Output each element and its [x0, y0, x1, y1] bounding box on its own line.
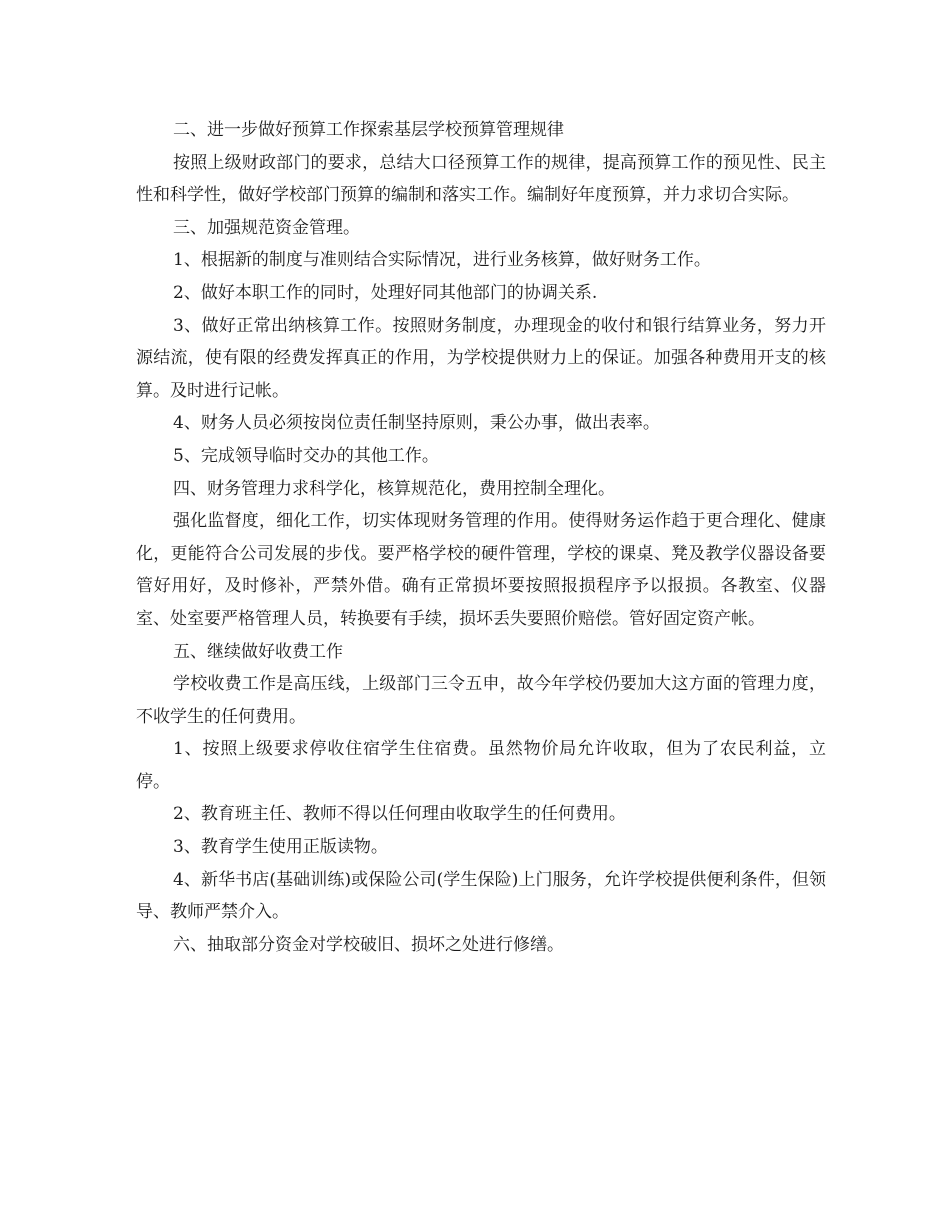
- section-heading-3: 三、加强规范资金管理。: [173, 217, 360, 238]
- section-heading-6: 六、抽取部分资金对学校破旧、损坏之处进行修缮。: [173, 934, 564, 955]
- list-item: 4、新华书店(基础训练)或保险公司(学生保险)上门服务，允许学校提供便利条件，但领导、教师严禁介入。: [136, 869, 826, 923]
- list-item: 1、按照上级要求停收住宿学生住宿费。虽然物价局允许收取，但为了农民利益，立停。: [136, 739, 826, 792]
- body-paragraph: 学校收费工作是高压线，上级部门三令五申，故今年学校仍要加大这方面的管理力度，不收学生的任何费用。: [136, 674, 826, 727]
- body-paragraph: 强化监督度，细化工作，切实体现财务管理的作用。使得财务运作趋于更合理化、健康化，更能符合公司发展的步伐。要严格学校的硬件管理，学校的课桌、凳及教学仪器设备要管好用好，及时修补，严禁外借。确有正常损坏要按照报损程序予以报损。各教室、仪器室、处室要严格管理人员，转换要有手续，损坏丢失要照价赔偿。管好固定资产帐。: [136, 511, 826, 629]
- list-item: 4、财务人员必须按岗位责任制坚持原则，秉公办事，做出表率。: [173, 413, 660, 434]
- list-item: 1、根据新的制度与准则结合实际情况，进行业务核算，做好财务工作。: [173, 250, 711, 271]
- list-item: 2、做好本职工作的同时，处理好同其他部门的协调关系.: [173, 282, 598, 303]
- section-heading-4: 四、财务管理力求科学化，核算规范化，费用控制全理化。: [173, 478, 615, 499]
- list-item: 3、教育学生使用正版读物。: [173, 837, 388, 858]
- document-body: [136, 114, 826, 961]
- body-paragraph: 按照上级财政部门的要求，总结大口径预算工作的规律，提高预算工作的预见性、民主性和科学性，做好学校部门预算的编制和落实工作。编制好年度预算，并力求切合实际。: [136, 152, 826, 206]
- list-item: 3、做好正常出纳核算工作。按照财务制度，办理现金的收付和银行结算业务，努力开源结流，使有限的经费发挥真正的作用，为学校提供财力上的保证。加强各种费用开支的核算。及时进行记帐。: [136, 315, 826, 401]
- section-heading-5: 五、继续做好收费工作: [173, 641, 343, 662]
- list-item: 5、完成领导临时交办的其他工作。: [173, 445, 439, 466]
- list-item: 2、教育班主任、教师不得以任何理由收取学生的任何费用。: [173, 804, 626, 825]
- section-heading-2: 二、进一步做好预算工作探索基层学校预算管理规律: [173, 120, 564, 140]
